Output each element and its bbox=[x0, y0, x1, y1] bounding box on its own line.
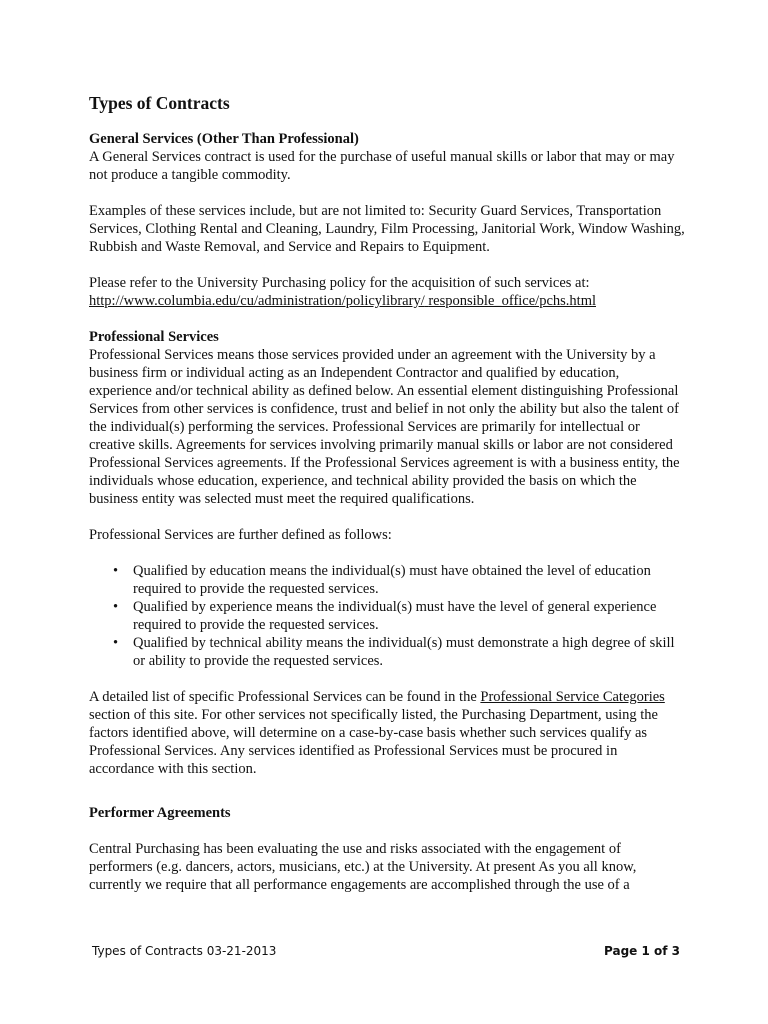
list-item bbox=[89, 598, 685, 634]
list-item-text: Qualified by education means the individual(s) must have obtained the level of education required to provide the requested services. bbox=[133, 563, 651, 597]
policy-url-line1: http://www.columbia.edu/cu/administration/policylibrary/ bbox=[89, 293, 425, 309]
page-number: Page 1 of 3 bbox=[604, 944, 680, 958]
list-item-text: Qualified by technical ability means the individual(s) must demonstrate a high degree of skill or ability to provide the requested services. bbox=[133, 635, 675, 669]
list-item bbox=[89, 634, 685, 670]
document-title: Types of Contracts bbox=[89, 93, 230, 113]
document-body bbox=[89, 86, 685, 912]
bullet-icon: • bbox=[113, 635, 119, 651]
performer-agreements-paragraph: Central Purchasing has been evaluating the use and risks associated with the engagement of performers (e.g. dancers, actors, musicians, etc.) at the University. At present As you all know, currently we require that all performance engagements are accomplished through the use of a bbox=[89, 841, 637, 893]
general-services-heading: General Services (Other Than Professional) bbox=[89, 131, 359, 147]
professional-services-definition: Professional Services means those services provided under an agreement with the University by a business firm or individual acting as an Independent Contractor and qualified by education, experience and/or technical ability as defined below. An essential element distinguishing Professional Services from other services is confidence, trust and belief in not only the ability but also the talent of the individual(s) performing the services. Professional Services are primarily for intellectual or creative skills. Agreements for services involving primarily manual skills or labor are not considered Professional Services agreements. If the Professional Services agreement is with a business entity, the individuals whose education, experience, and technical ability provided the basis on which the business entity was selected must meet the required qualifications. bbox=[89, 347, 680, 507]
categories-text-before: A detailed list of specific Professional Services can be found in the bbox=[89, 689, 481, 705]
bullet-icon: • bbox=[113, 563, 119, 579]
professional-services-further-defined: Professional Services are further defined as follows: bbox=[89, 527, 392, 543]
footer-document-label: Types of Contracts 03-21-2013 bbox=[92, 944, 277, 958]
general-services-examples: Examples of these services include, but are not limited to: Security Guard Services, Transportation Services, Clothing Rental and Cleaning, Laundry, Film Processing, Janitorial Work, Window Washing, Rubbish and Waste Removal, and Service and Repairs to Equipment. bbox=[89, 203, 685, 255]
page-footer bbox=[92, 944, 680, 958]
policy-url-link[interactable] bbox=[89, 292, 685, 310]
list-item bbox=[89, 562, 685, 598]
section-spacer bbox=[89, 796, 685, 804]
policy-reference bbox=[89, 274, 685, 310]
policy-url-line2: responsible_office/pchs.html bbox=[428, 293, 596, 309]
performer-agreements-heading: Performer Agreements bbox=[89, 805, 231, 821]
general-services-definition: A General Services contract is used for the purchase of useful manual skills or labor that may or may not produce a tangible commodity. bbox=[89, 149, 675, 183]
bullet-icon: • bbox=[113, 599, 119, 615]
professional-service-categories-link[interactable]: Professional Service Categories bbox=[480, 689, 665, 705]
list-item-text: Qualified by experience means the individual(s) must have the level of general experience required to provide the requested services. bbox=[133, 599, 657, 633]
professional-services-categories-paragraph bbox=[89, 688, 685, 778]
professional-services-heading: Professional Services bbox=[89, 329, 219, 345]
qualification-list bbox=[89, 562, 685, 670]
categories-text-after: section of this site. For other services not specifically listed, the Purchasing Department, using the factors identified above, will determine on a case-by-case basis whether such services qualify as Professional Services. Any services identified as Professional Services must be procured in accordance with this section. bbox=[89, 707, 658, 777]
policy-reference-text: Please refer to the University Purchasing policy for the acquisition of such services at: bbox=[89, 275, 590, 291]
